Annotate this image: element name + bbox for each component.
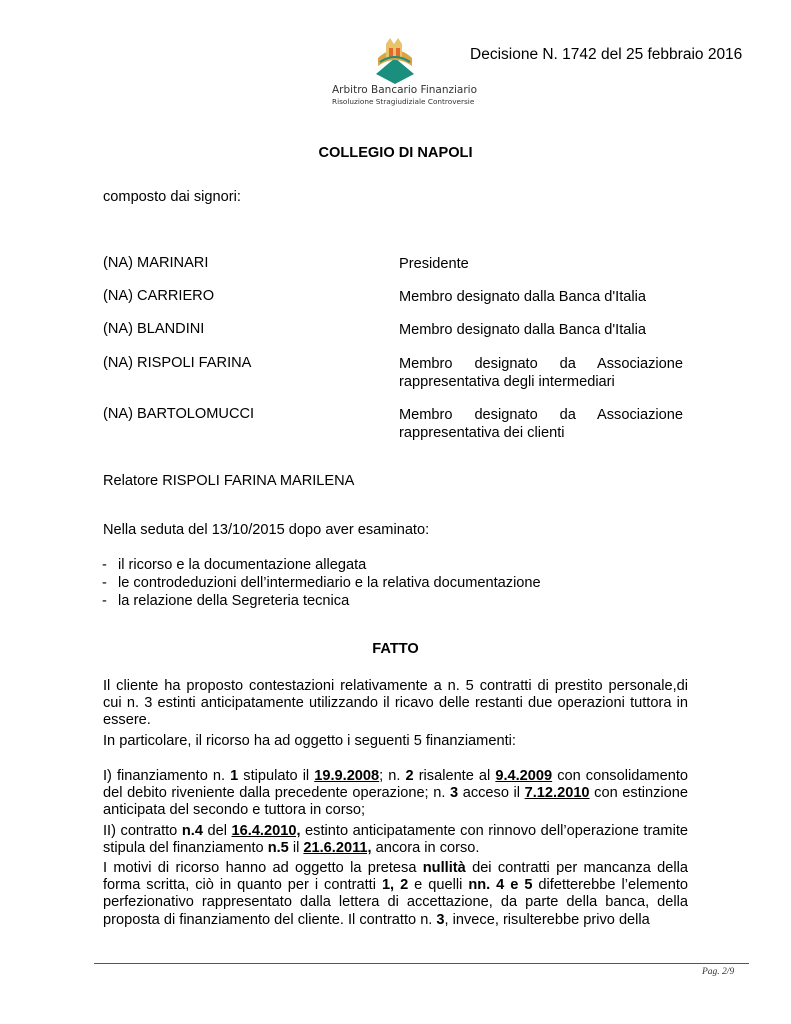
list-item: - la relazione della Segreteria tecnica bbox=[118, 593, 541, 611]
decision-number: Decisione N. 1742 del 25 febbraio 2016 bbox=[470, 46, 743, 63]
member-role: rappresentativa degli intermediari bbox=[399, 374, 615, 390]
paragraph: II) contratto n.4 del 16.4.2010, estinto anticipatamente con rinnovo dell’operazione tramite stipula del finanziamento n.5 il 21.6.2011, ancora in corso. bbox=[103, 823, 688, 857]
paragraph: I) finanziamento n. 1 stipulato il 19.9.2008; n. 2 risalente al 9.4.2009 con consolidamento del debito riveniente dalla precedente operazione; n. 3 acceso il 7.12.2010 con estinzione anticipata del secondo e tuttora in corso; bbox=[103, 768, 688, 819]
paragraph: In particolare, il ricorso ha ad oggetto i seguenti 5 finanziamenti: bbox=[103, 733, 516, 749]
relatore: Relatore RISPOLI FARINA MARILENA bbox=[103, 473, 355, 489]
member-name: (NA) CARRIERO bbox=[103, 288, 215, 304]
page-number: Pag. 2/9 bbox=[702, 967, 735, 977]
page-title: COLLEGIO DI NAPOLI bbox=[318, 145, 473, 161]
logo-name: Arbitro Bancario Finanziario bbox=[332, 84, 478, 96]
paragraph: I motivi di ricorso hanno ad oggetto la pretesa nullità dei contratti per mancanza della forma scritta, ciò in quanto per i contratti 1, 2 e quelli nn. 4 e 5 difetterebbe l’elemento perfezionativo rappresentato dalla lettera di accettazione, da parte della banca, della proposta di finanziamento del cliente. Il contratto n. 3, invece, risulterebbe privo della bbox=[103, 860, 689, 928]
paragraph: Il cliente ha proposto contestazioni relativamente a n. 5 contratti di prestito personale,di cui n. 3 estinti anticipatamente utilizzando il ricavo delle restanti due operazioni tuttora in essere. bbox=[103, 678, 688, 729]
examined-list bbox=[118, 557, 541, 611]
composed-label: composto dai signori: bbox=[103, 189, 241, 205]
member-role: rappresentativa dei clienti bbox=[399, 425, 565, 441]
logo-subtitle: Risoluzione Stragiudiziale Controversie bbox=[332, 97, 475, 106]
list-item: - le controdeduzioni dell’intermediario e la relativa documentazione bbox=[118, 575, 541, 593]
member-name: (NA) MARINARI bbox=[103, 255, 209, 271]
member-role: Membro designato dalla Banca d'Italia bbox=[399, 322, 646, 338]
section-heading: FATTO bbox=[372, 641, 419, 657]
member-role: Membro designato da Associazione bbox=[399, 407, 683, 423]
member-role: Membro designato da Associazione bbox=[399, 356, 683, 372]
footer-divider bbox=[94, 963, 749, 964]
member-role: Membro designato dalla Banca d'Italia bbox=[399, 289, 646, 305]
member-role: Presidente bbox=[399, 256, 469, 272]
member-name: (NA) BLANDINI bbox=[103, 321, 205, 337]
list-item: - il ricorso e la documentazione allegata bbox=[118, 557, 541, 575]
member-name: (NA) RISPOLI FARINA bbox=[103, 355, 252, 371]
abf-emblem-icon bbox=[360, 36, 430, 84]
member-name: (NA) BARTOLOMUCCI bbox=[103, 406, 255, 422]
seduta-text: Nella seduta del 13/10/2015 dopo aver esaminato: bbox=[103, 522, 430, 538]
